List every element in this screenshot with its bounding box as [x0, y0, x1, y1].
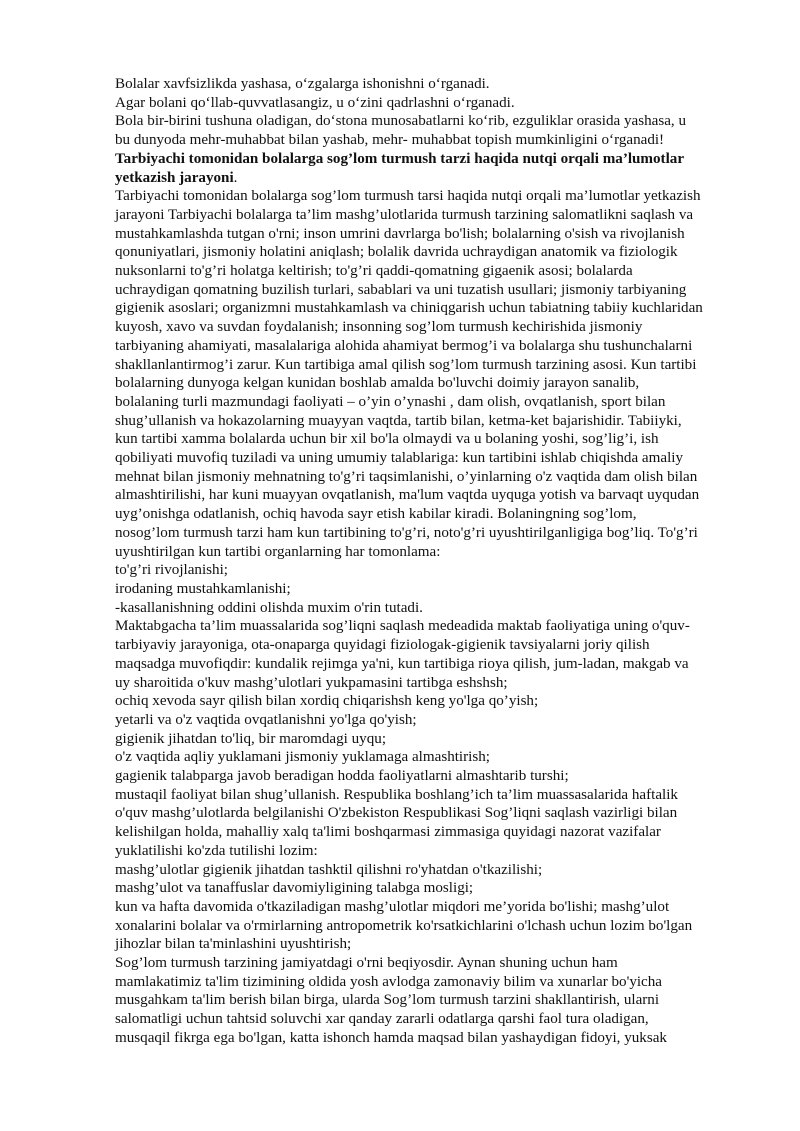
line-text: kelishilgan holda, mahalliy xalq ta'limi boshqarmasi zimmasiga quyidagi nazorat vazifalar — [115, 824, 661, 841]
text-line — [115, 748, 743, 767]
line-text: musqaqil fikrga ega bo'lgan, katta ishonch hamda maqsad bilan yashaydigan fidoyi, yuksak — [115, 1029, 667, 1046]
line-text: salomatligi uchun tahtsid soluvchi xar qanday zararli odatlarga qarshi faol tura oladigan, — [115, 1011, 649, 1028]
document-page — [115, 75, 743, 1048]
line-text: qobiliyati muvofiq tuziladi va uning umumiy talablariga: kun tartibini ishlab chiqishda amaliy — [115, 450, 684, 467]
text-line — [115, 468, 743, 487]
line-text: to'g’ri rivojlanishi; — [115, 562, 228, 579]
text-line — [115, 711, 743, 730]
text-line — [115, 1010, 743, 1029]
text-line — [115, 973, 743, 992]
line-text: jihozlar bilan ta'minlashini uyushtirish; — [115, 936, 352, 953]
text-line — [115, 767, 743, 786]
line-text: mashg’ulotlar gigienik jihatdan tashktil qilishni ro'yhatdan o'tkazilishi; — [115, 861, 543, 878]
text-line — [115, 318, 743, 337]
text-line — [115, 206, 743, 225]
line-text: Tarbiyachi tomonidan bolalarga sog’lom turmush tarzi haqida nutqi orqali ma’lumotlar — [115, 150, 685, 167]
text-line — [115, 356, 743, 375]
line-text: o'z vaqtida aqliy yuklamani jismoniy yuklamaga almashtirish; — [115, 749, 490, 766]
heading-line — [115, 169, 743, 188]
text-line — [115, 243, 743, 262]
line-text: gagienik talabparga javob beradigan hodda faoliyatlarni almashtarib turshi; — [115, 768, 569, 785]
text-line — [115, 580, 743, 599]
line-text: shakllanlantirmog’i zarur. Kun tartibiga amal qilish sog’lom turmush tarzining asosi. Kun tartibi — [115, 356, 697, 373]
line-text: mehnat bilan jismoniy mehnatning to'g’ri taqsimlanishi, o’yinlarning o'z vaqtida dam olish bilan — [115, 468, 698, 485]
line-text: yuklatilishi ko'zda tutilishi lozim: — [115, 842, 318, 859]
text-line — [115, 823, 743, 842]
line-text: irodaning mustahkamlanishi; — [115, 580, 291, 597]
line-text: -kasallanishning oddini olishda muxim o'rin tutadi. — [115, 599, 423, 616]
line-text: bolalaning turli mazmundagi faoliyati – o’yin o’ynashi , dam olish, ovqatlanish, sport bilan — [115, 393, 666, 410]
text-line — [115, 225, 743, 244]
text-line — [115, 374, 743, 393]
text-line — [115, 786, 743, 805]
line-text: tarbiyaning ahamiyati, masalalariga alohida ahamiyat bermog’i va bolalarga shu tushunchalarni — [115, 337, 693, 354]
line-text: uy sharoitida o'kuv mashg’ulotlari yukpamasini tartibga eshshsh; — [115, 674, 508, 691]
text-line — [115, 131, 743, 150]
line-text: bolalarning dunyoga kelgan kunidan boshlab amalda bo'luvchi doimiy jarayon sanalib, — [115, 375, 640, 392]
line-text: uyg’onishga odatlanish, ochiq havoda sayr etish kabilar kiradi. Bolaningning sog’lom, — [115, 506, 637, 523]
line-text: jarayoni Tarbiyachi bolalarga ta’lim mashg’ulotlarida turmush tarzining salomatlikni saqlash va — [115, 206, 694, 223]
text-line — [115, 524, 743, 543]
text-line — [115, 561, 743, 580]
line-text: Bolalar xavfsizlikda yashasa, o‘zgalarga ishonishni o‘rganadi. — [115, 76, 490, 92]
text-line — [115, 617, 743, 636]
line-text: uchraydigan qomatning buzilish turlari, sabablari va uni tuzatish usullari; jismoniy tarbiyaning — [115, 281, 687, 298]
line-text: ochiq xevoda sayr qilish bilan xordiq chiqarishsh keng yo'lga qo’yish; — [115, 693, 539, 710]
line-text: musgahkam ta'lim berish bilan birga, ularda Sog’lom turmush tarzini shakllantirish, ularni — [115, 992, 660, 1009]
line-text: gigienik jihatdan to'liq, bir maromdagi uyqu; — [115, 730, 387, 747]
text-line — [115, 486, 743, 505]
line-text: almashtirilishi, har kuni muayyan ovqatlanish, ma'lum vaqtda uyquga yotish va barvaqt uyqudan — [115, 487, 700, 504]
text-line — [115, 842, 743, 861]
text-line — [115, 112, 743, 131]
text-line — [115, 917, 743, 936]
line-text: Agar bolani qo‘llab-quvvatlasangiz, u o‘zini qadrlashni o‘rganadi. — [115, 94, 515, 111]
line-text: gigienik asoslari; organizmni mustahkamlash va chiniqgarish uchun tabiatning tabiiy kuchlaridan — [115, 300, 703, 317]
line-text: bu dunyoda mehr-muhabbat bilan yashab, mehr- muhabbat topish mumkinligini o‘rganadi! — [115, 132, 665, 149]
text-line — [115, 393, 743, 412]
text-line — [115, 935, 743, 954]
text-line — [115, 655, 743, 674]
line-text: mashg’ulot va tanaffuslar davomiyligining talabga mosligi; — [115, 880, 474, 897]
text-line — [115, 599, 743, 618]
text-line — [115, 75, 743, 94]
text-line — [115, 412, 743, 431]
text-line — [115, 505, 743, 524]
line-text: tarbiyaviy jarayoniga, ota-onaparga quyidagi fiziologak-gigienik tavsiyalarni joriy qilish — [115, 637, 650, 654]
line-text: xonalarini bolalar va o'rmirlarning antropometrik ko'rsatkichlarini o'lchash uchun lozim bo'lgan — [115, 917, 693, 934]
text-line — [115, 879, 743, 898]
text-line — [115, 262, 743, 281]
text-line — [115, 449, 743, 468]
line-text: maqsadga muvofiqdir: kundalik rejimga ya'ni, kun tartibiga rioya qilish, jum-ladan, makgab va — [115, 655, 689, 672]
line-text: qonuniyatlari, jismoniy holatini aniqlash; bolalik davrida uchraydigan anatomik va fiziologik — [115, 244, 678, 261]
text-line — [115, 636, 743, 655]
line-text: uyushtirilgan kun tartibi organlarning har tomonlama: — [115, 543, 441, 560]
text-line — [115, 954, 743, 973]
line-text: kun va hafta davomida o'tkaziladigan mashg’ulotlar miqdori me’yorida bo'lishi; mashg’ulot — [115, 898, 670, 915]
text-line — [115, 337, 743, 356]
text-line — [115, 730, 743, 749]
line-text: Tarbiyachi tomonidan bolalarga sog’lom turmush tarsi haqida nutqi orqali ma’lumotlar yetkazish — [115, 188, 701, 205]
heading-line — [115, 150, 743, 169]
line-text: mustaqil faoliyat bilan shug’ullanish. Respublika boshlang’ich ta’lim muassasalarida haftalik — [115, 786, 678, 803]
text-line — [115, 804, 743, 823]
text-line — [115, 991, 743, 1010]
line-text: mamlakatimiz ta'lim tizimining oldida yosh avlodga zamonaviy bilim va xunarlar bo'yicha — [115, 973, 663, 990]
text-line — [115, 281, 743, 300]
text-line — [115, 898, 743, 917]
line-text: nuksonlarni to'g’ri holatga keltirish; to'g’ri qaddi-qomatning gigaenik asosi; bolalarda — [115, 263, 633, 280]
line-text: Sog’lom turmush tarzining jamiyatdagi o'rni beqiyosdir. Aynan shuning uchun ham — [115, 955, 618, 972]
line-text: yetkazish jarayoni — [115, 169, 234, 186]
text-line — [115, 299, 743, 318]
line-suffix: . — [233, 169, 238, 186]
text-line — [115, 1029, 743, 1048]
text-line — [115, 94, 743, 113]
text-line — [115, 430, 743, 449]
line-text: kuyosh, xavo va suvdan foydalanish; insonning sog’lom turmush kechirishida jismoniy — [115, 319, 643, 336]
text-line — [115, 861, 743, 880]
line-text: Maktabgacha ta’lim muassalarida sog’liqni saqlash medeadida maktab faoliyatiga uning o'quv- — [115, 618, 690, 635]
text-line — [115, 674, 743, 693]
line-text: o'quv mashg’ulotlarda belgilanishi O'zbekiston Respublikasi Sog’liqni saqlash vazirligi bilan — [115, 805, 678, 822]
text-line — [115, 692, 743, 711]
line-text: kun tartibi xamma bolalarda uchun bir xil bo'la olmaydi va u bolaning yoshi, sog’lig’i, ish — [115, 431, 659, 448]
line-text: yetarli va o'z vaqtida ovqatlanishni yo'lga qo'yish; — [115, 711, 417, 728]
line-text: mustahkamlashda tutgan o'rni; inson umrini davrlarga bo'lish; bolalarning o'sish va rivojlanish — [115, 225, 685, 242]
line-text: Bola bir-birini tushuna oladigan, do‘stona munosabatlarni ko‘rib, ezguliklar orasida yashasa, u — [115, 113, 687, 130]
text-line — [115, 187, 743, 206]
line-text: nosog’lom turmush tarzi ham kun tartibining to'g’ri, noto'g’ri uyushtirilganligiga bog’liq. To'g’ri — [115, 524, 698, 541]
line-text: shug’ullanish va hokazolarning muayyan vaqtda, tartib bilan, ketma-ket bajarishidir. Tabiiyki, — [115, 412, 682, 429]
text-line — [115, 543, 743, 562]
